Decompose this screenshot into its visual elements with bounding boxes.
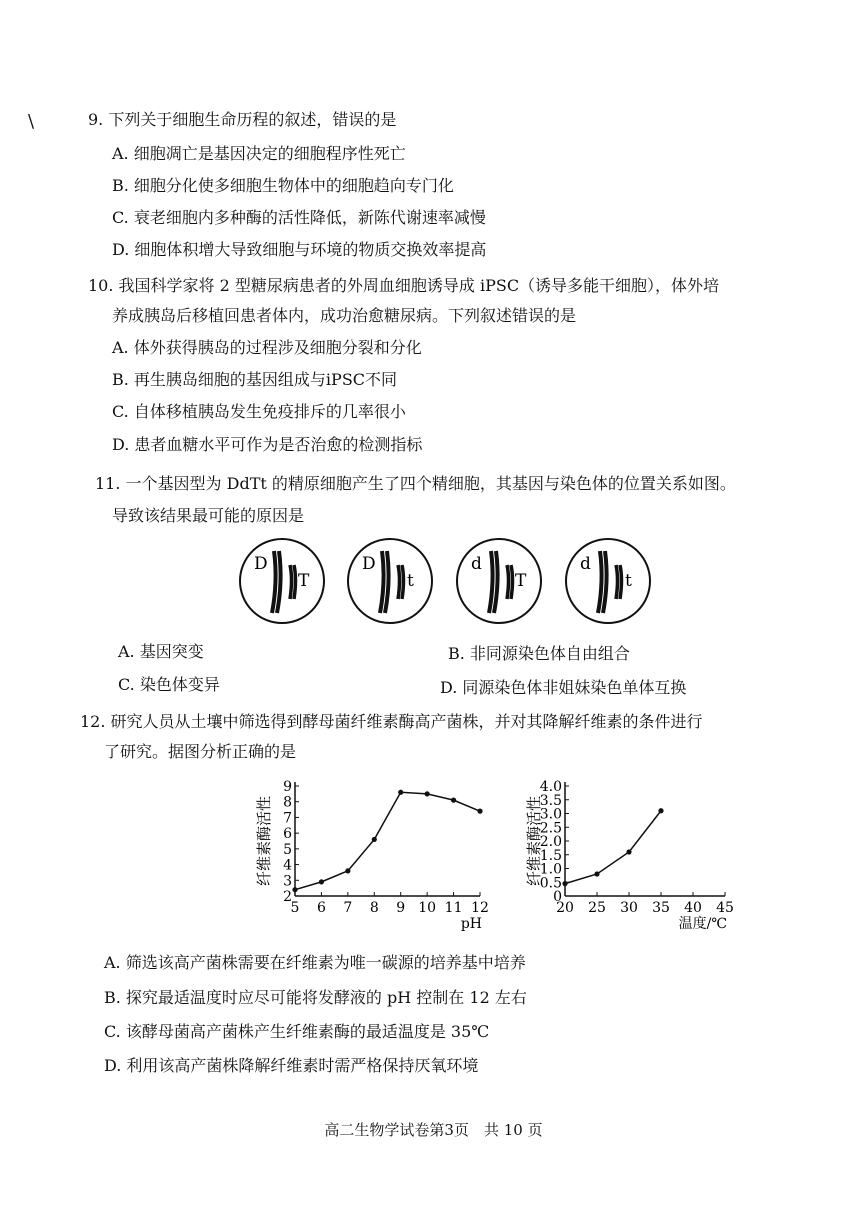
sperm-cell-4 [566, 539, 650, 623]
question-11-option-d: D. 同源染色体非姐妹染色单体互换 [440, 678, 687, 697]
data-point [345, 868, 350, 873]
data-point [451, 798, 456, 803]
question-9-option-d: D. 细胞体积增大导致细胞与环境的物质交换效率提高 [112, 240, 487, 259]
question-12-option-a: A. 筛选该高产菌株需要在纤维素为唯一碳源的培养基中培养 [104, 953, 526, 972]
chromosome-short [507, 565, 513, 599]
y-tick-label: 8 [283, 794, 292, 811]
page-footer: 高二生物学试卷第3页 共 10 页 [324, 1121, 543, 1139]
x-tick-label: 20 [556, 900, 574, 916]
y-tick-label: 3 [283, 873, 292, 890]
data-point [292, 887, 297, 892]
sperm-cells-diagram [236, 536, 656, 626]
gene-label: D [254, 554, 268, 574]
chromosome-short [616, 565, 622, 599]
chromosome-short [398, 565, 404, 599]
chromosome-long [598, 551, 607, 613]
gene-label: T [298, 571, 310, 591]
x-tick-label: 6 [316, 900, 326, 916]
chromosome-long [272, 551, 281, 613]
x-tick-label: 5 [290, 900, 300, 916]
data-point [477, 809, 482, 814]
y-tick-label: 3.5 [539, 792, 562, 809]
sperm-cell-2 [348, 539, 432, 623]
question-10-option-a: A. 体外获得胰岛的过程涉及细胞分裂和分化 [112, 338, 422, 357]
y-tick-label: 3.0 [539, 806, 562, 823]
sperm-cell-3 [457, 539, 541, 623]
gene-label: d [471, 554, 482, 574]
x-tick-label: 12 [471, 900, 489, 916]
data-point [425, 791, 430, 796]
x-tick-label: 10 [418, 900, 437, 916]
question-12-stem-line1: 12. 研究人员从土壤中筛选得到酵母菌纤维素酶高产菌株，并对其降解纤维素的条件进行 [80, 712, 703, 731]
x-tick-label: 45 [716, 900, 734, 916]
sperm-cell-1 [240, 539, 324, 623]
series-line [565, 811, 661, 884]
question-12-option-b: B. 探究最适温度时应尽可能将发酵液的 pH 控制在 12 左右 [104, 988, 527, 1007]
question-12-option-c: C. 该酵母菌高产菌株产生纤维素酶的最适温度是 35℃ [104, 1022, 490, 1041]
question-10-stem-line1: 10. 我国科学家将 2 型糖尿病患者的外周血细胞诱导成 iPSC（诱导多能干细胞），体外培 [88, 276, 720, 295]
data-point [562, 881, 567, 886]
y-tick-label: 2.0 [539, 834, 562, 850]
question-10-option-d: D. 患者血糖水平可作为是否治愈的检测指标 [112, 435, 423, 454]
question-11-option-c: C. 染色体变异 [118, 675, 220, 694]
data-point [626, 849, 631, 854]
x-tick-label: 30 [620, 900, 638, 916]
data-point [594, 871, 599, 876]
chromosome-short [290, 565, 296, 599]
data-point [658, 808, 663, 813]
y-tick-label: 4 [283, 857, 292, 874]
y-tick-label: 0.5 [539, 875, 562, 892]
gene-label: t [625, 571, 632, 591]
gene-label: d [580, 554, 591, 574]
x-tick-label: 35 [652, 900, 670, 916]
y-axis-label: 纤维素酶活性 [255, 795, 273, 887]
x-tick-label: 11 [444, 900, 463, 916]
chromosome-long [489, 551, 498, 613]
question-11-option-a: A. 基因突变 [118, 642, 204, 661]
y-tick-label: 6 [283, 826, 292, 843]
question-9-option-b: B. 细胞分化使多细胞生物体中的细胞趋向专门化 [112, 176, 454, 195]
y-tick-label: 2 [283, 889, 292, 905]
x-axis-label: pH [460, 916, 482, 932]
question-11-stem-line1: 11. 一个基因型为 DdTt 的精原细胞产生了四个精细胞，其基因与染色体的位置关系如图。 [95, 474, 736, 493]
question-11-option-b: B. 非同源染色体自由组合 [448, 644, 630, 663]
data-point [372, 837, 377, 842]
question-10-option-b: B. 再生胰岛细胞的基因组成与iPSC不同 [112, 370, 398, 389]
question-9-stem: 9. 下列关于细胞生命历程的叙述，错误的是 [88, 110, 397, 129]
x-tick-label: 9 [396, 900, 406, 916]
gene-label: T [515, 571, 527, 591]
gene-label: D [362, 554, 376, 574]
y-tick-label: 9 [283, 779, 292, 795]
data-point [398, 790, 403, 795]
y-tick-label: 4.0 [539, 779, 562, 795]
x-tick-label: 25 [588, 900, 606, 916]
y-tick-label: 2.5 [539, 820, 562, 837]
y-tick-label: 0 [553, 889, 562, 905]
chromosome-long [380, 551, 389, 613]
x-tick-label: 40 [684, 900, 702, 916]
question-9-option-c: C. 衰老细胞内多种酶的活性降低，新陈代谢速率减慢 [112, 208, 486, 227]
y-axis-label: 纤维素酶活性 [525, 795, 543, 887]
ph-activity-chart [255, 770, 500, 940]
question-12-option-d: D. 利用该高产菌株降解纤维素时需严格保持厌氧环境 [104, 1056, 479, 1075]
gene-label: t [407, 571, 414, 591]
x-axis-label: 温度/℃ [678, 916, 727, 932]
temperature-activity-chart [505, 770, 750, 940]
data-point [319, 879, 324, 884]
question-10-option-c: C. 自体移植胰岛发生免疫排斥的几率很小 [112, 402, 406, 421]
margin-mark: \ [28, 111, 35, 132]
y-tick-label: 7 [283, 810, 292, 827]
y-tick-label: 1.0 [539, 861, 562, 878]
question-10-stem-line2: 养成胰岛后移植回患者体内，成功治愈糖尿病。下列叙述错误的是 [112, 306, 577, 325]
question-11-stem-line2: 导致该结果最可能的原因是 [112, 506, 305, 525]
y-tick-label: 5 [283, 841, 292, 858]
series-line [295, 792, 480, 889]
y-tick-label: 1.5 [539, 847, 562, 864]
question-12-stem-line2: 了研究。据图分析正确的是 [104, 742, 297, 761]
x-tick-label: 7 [343, 900, 353, 916]
question-9-option-a: A. 细胞凋亡是基因决定的细胞程序性死亡 [112, 144, 406, 163]
x-tick-label: 8 [369, 900, 379, 916]
